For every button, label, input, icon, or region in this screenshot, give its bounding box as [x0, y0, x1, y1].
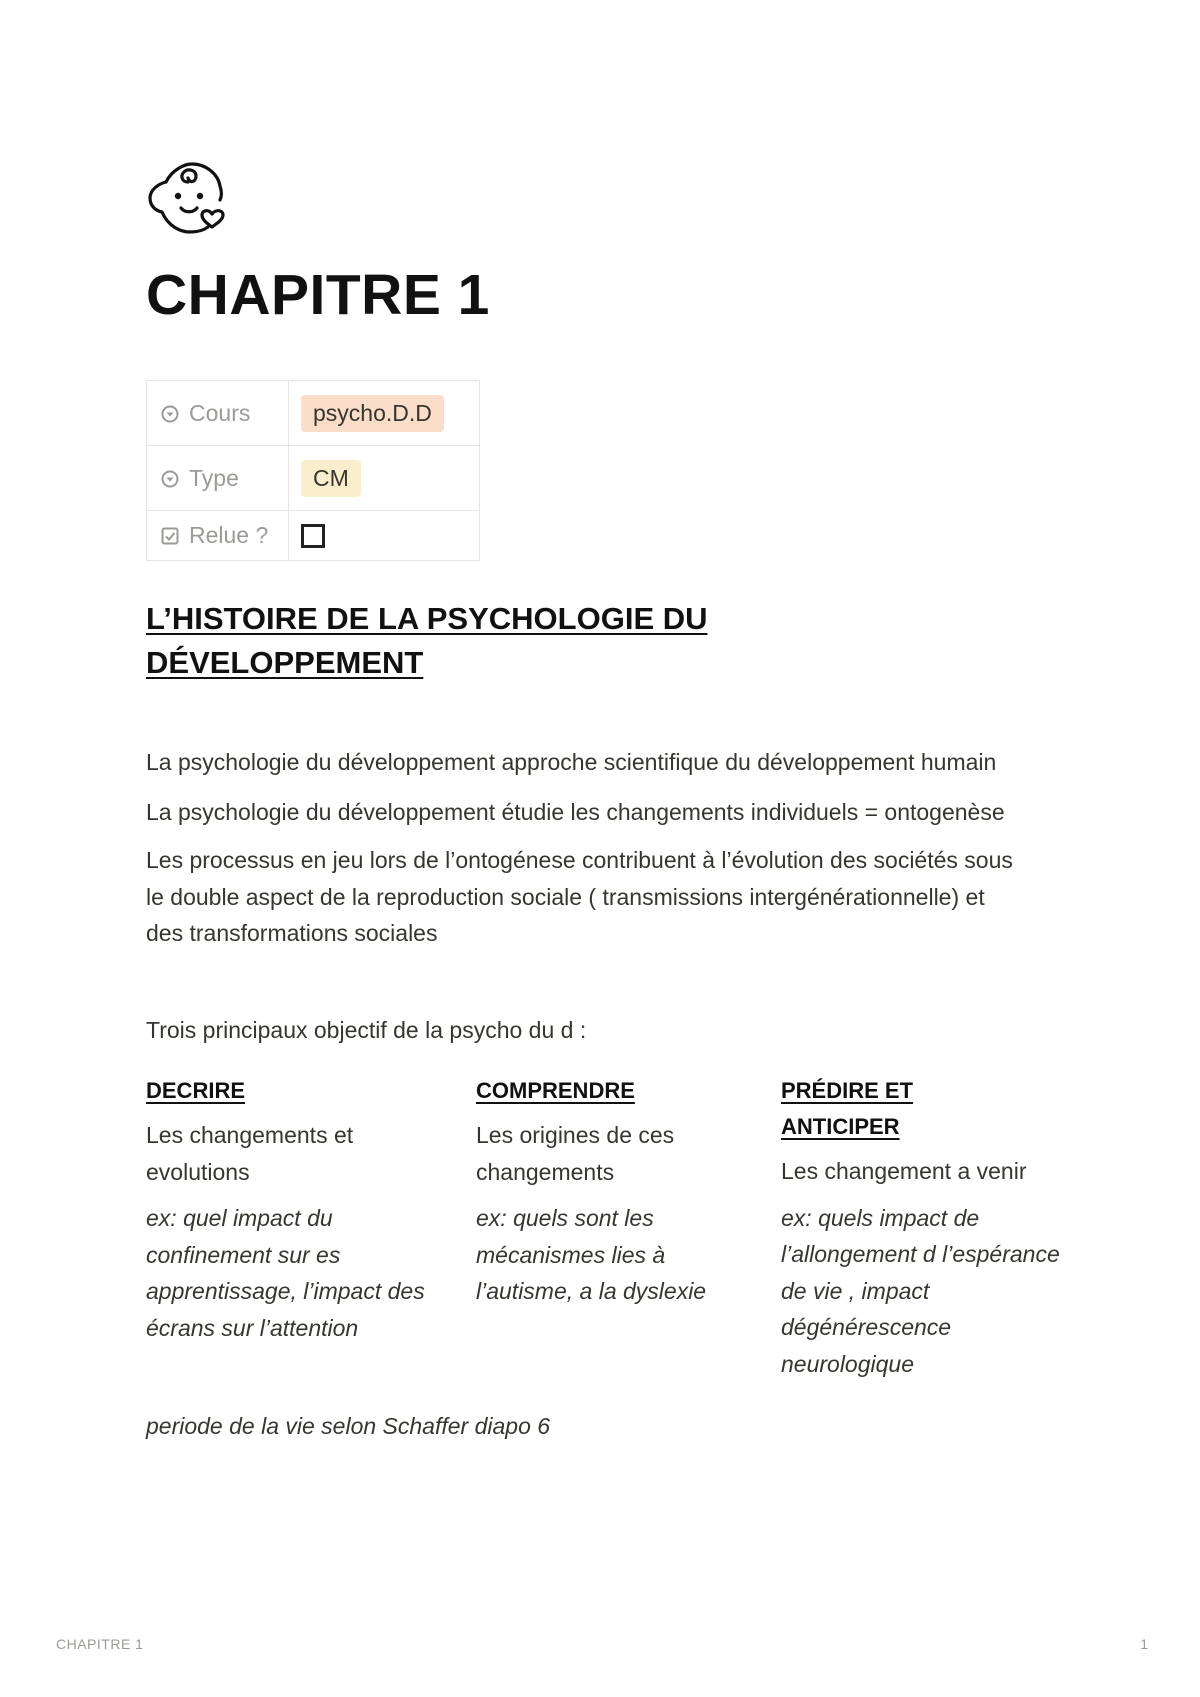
column-heading-text: ANTICIPER — [781, 1114, 900, 1139]
property-value-cell[interactable] — [289, 446, 480, 511]
type-tag[interactable]: CM — [301, 460, 361, 497]
baby-face-icon — [146, 156, 230, 240]
paragraph: La psychologie du développement approche scientifique du développement humain — [146, 749, 997, 775]
column-heading-text: DECRIRE — [146, 1078, 246, 1103]
section-heading-line2: DÉVELOPPEMENT — [146, 645, 424, 680]
section-heading — [146, 597, 866, 685]
column-description: Les origines de ces changements — [476, 1122, 675, 1185]
column-heading-text: COMPRENDRE — [476, 1078, 635, 1103]
column-example: ex: quel impact du confinement sur es apprentissage, l’impact des écrans sur l’attention — [146, 1205, 425, 1341]
column-comprendre — [476, 1073, 756, 1310]
footnote: periode de la vie selon Schaffer diapo 6 — [146, 1413, 551, 1439]
relue-checkbox[interactable] — [301, 524, 325, 548]
column-description: Les changement a venir — [781, 1158, 1027, 1184]
cours-tag[interactable]: psycho.D.D — [301, 395, 444, 432]
page-number: 1 — [1140, 1636, 1148, 1652]
select-icon — [161, 470, 179, 488]
column-heading-text: PRÉDIRE ET — [781, 1078, 914, 1103]
column-predire — [781, 1073, 1061, 1382]
page-title: CHAPITRE 1 — [146, 263, 490, 327]
objectives-intro: Trois principaux objectif de la psycho du d : — [146, 1017, 587, 1043]
property-value-cell[interactable] — [289, 511, 480, 561]
column-example: ex: quels sont les mécanismes lies à l’autisme, a la dyslexie — [476, 1205, 707, 1304]
checkbox-icon — [161, 527, 179, 545]
property-row-cours — [147, 381, 480, 446]
property-label-cours: Cours — [189, 399, 251, 426]
footer-title: CHAPITRE 1 — [56, 1636, 144, 1652]
column-decrire — [146, 1073, 426, 1346]
property-row-type — [147, 446, 480, 511]
property-name-cell — [147, 511, 289, 561]
section-heading-line1: L’HISTOIRE DE LA PSYCHOLOGIE DU — [146, 601, 708, 636]
paragraph: La psychologie du développement étudie les changements individuels = ontogenèse — [146, 799, 1005, 825]
property-value-cell[interactable] — [289, 381, 480, 446]
column-heading — [781, 1073, 1061, 1145]
property-row-relue — [147, 511, 480, 561]
paragraph: Les processus en jeu lors de l’ontogénese contribuent à l’évolution des sociétés sous le double aspect de la reproduction sociale ( transmissions intergénérationnelle) et des transformations sociales — [146, 847, 1013, 946]
column-description: Les changements et evolutions — [146, 1122, 354, 1185]
column-heading — [146, 1073, 426, 1109]
property-name-cell — [147, 446, 289, 511]
property-label-type: Type — [189, 464, 239, 491]
properties-table — [146, 380, 480, 561]
property-name-cell — [147, 381, 289, 446]
column-heading — [476, 1073, 756, 1109]
select-icon — [161, 405, 179, 423]
property-label-relue: Relue ? — [189, 522, 269, 548]
column-example: ex: quels impact de l’allongement d l’espérance de vie , impact dégénérescence neurologique — [781, 1204, 1060, 1377]
